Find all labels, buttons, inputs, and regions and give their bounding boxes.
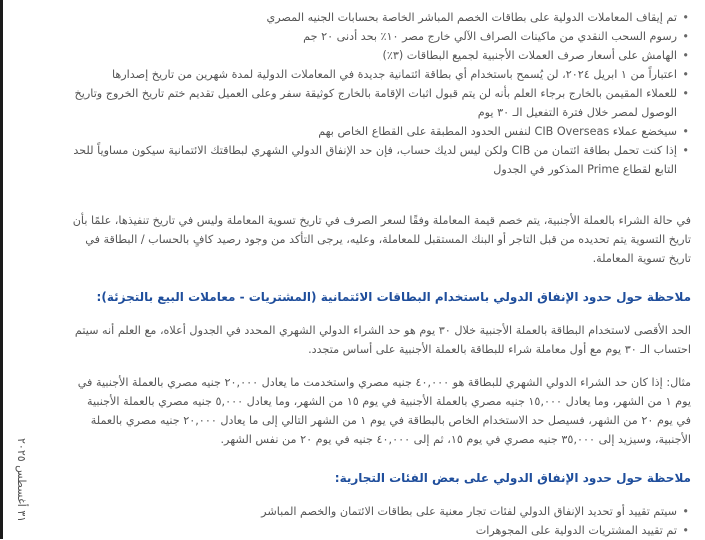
list-item: • رسوم السحب النقدي من ماكينات الصراف الآلي خارج مصر ١٠٪ بحد أدنى ٢٠ جم <box>70 27 691 46</box>
fx-paragraph: في حالة الشراء بالعملة الأجنبية، يتم خصم قيمة المعاملة وفقًا لسعر الصرف في تاريخ تسوية المعاملة وليس في تاريخ تنفيذها، علمًا بأن تاريخ التسوية يتم تحديده من قبل التاجر أو البنك المستقبل للمعاملة، وعليه، يرجى التأكد من وجود رصيد كافٍ بالحساب / البطاقة في تاريخ تسوية المعاملة. <box>72 214 691 265</box>
fees-bullet-list <box>70 8 691 179</box>
document-body <box>70 8 691 540</box>
retail-limits-paragraph: الحد الأقصى لاستخدام البطاقة بالعملة الأجنبية خلال ٣٠ يوم هو حد الشراء الدولي الشهري المحدد في الجدول أعلاه، مع العلم أنه سيتم احتساب الـ ٣٠ يوم مع أول معاملة شراء للبطاقة بالعملة الأجنبية على أساس متجدد. <box>74 324 691 356</box>
list-item: • الهامش على أسعار صرف العملات الأجنبية لجميع البطاقات (٣٪) <box>70 46 691 65</box>
list-item: • إذا كنت تحمل بطاقة ائتمان من CIB ولكن ليس لديك حساب، فإن حد الإنفاق الدولي الشهري لبطاقتك الائتمانية سيكون مساوياً للحد التابع لقطاع Prime المذكور في الجدول <box>70 141 691 179</box>
list-item: • اعتباراً من ١ ابريل ٢٠٢٤، لن يُسمح باستخدام أي بطاقة ائتمانية جديدة في المعاملات الدولية لمدة شهرين من تاريخ إصدارها <box>70 65 691 84</box>
list-item: • سيخضع عملاء CIB Overseas لنفس الحدود المطبقة على القطاع الخاص بهم <box>70 122 691 141</box>
section-heading-retail-limits: ملاحظة حول حدود الإنفاق الدولي باستخدام البطاقات الائتمانية (المشتريات - معاملات البيع بالتجزئة): <box>96 290 691 304</box>
list-item: • تم إيقاف المعاملات الدولية على بطاقات الخصم المباشر الخاصة بحسابات الجنيه المصري <box>70 8 691 27</box>
section-heading-merchant-categories: ملاحظة حول حدود الإنفاق الدولي على بعض الفئات التجارية: <box>334 471 691 485</box>
example-paragraph: مثال: إذا كان حد الشراء الدولي الشهري للبطاقة هو ٤٠,٠٠٠ جنيه مصري واستخدمت ما يعادل ٢٠,٠٠٠ جنيه مصري بالعملة الأجنبية في يوم ١ من الشهر، وما يعادل ١٥,٠٠٠ جنيه مصري بالعملة الأجنبية في يوم ١٥ من الشهر، وما يعادل ٥,٠٠٠ جنيه مصري بالعملة الأجنبية في يوم ٢٠ من الشهر، فسيصل حد الاستخدام الخاص بالبطاقة في يوم ١ من الشهر التالي إلى ما يعادل ٢٠,٠٠٠ جنيه مصري بالعملة الأجنبية، وسيزيد إلى ٣٥,٠٠٠ جنيه مصري في يوم ١٥، ثم إلى ٤٠,٠٠٠ جنيه في يوم ٢٠ من نفس الشهر. <box>77 376 691 446</box>
list-item: • تم تقييد المشتريات الدولية على المجوهرات <box>70 521 691 540</box>
left-border <box>0 0 3 539</box>
list-item: • للعملاء المقيمن بالخارج برجاء العلم بأنه لن يتم قبول اثبات الإقامة بالخارج كوثيقة سفر وعلى العميل تقديم ختم تاريخ الخروج وتاريخ الوصول لمصر خلال فترة التفعيل الـ ٣٠ يوم <box>70 84 691 122</box>
merchant-bullet-list <box>70 502 691 540</box>
list-item: • سيتم تقييد أو تحديد الإنفاق الدولي لفئات تجار معنية على بطاقات الائتمان والخصم المباشر <box>70 502 691 521</box>
date-stamp: ٣١ أغسطس ٢٠٢٥ <box>15 438 28 523</box>
